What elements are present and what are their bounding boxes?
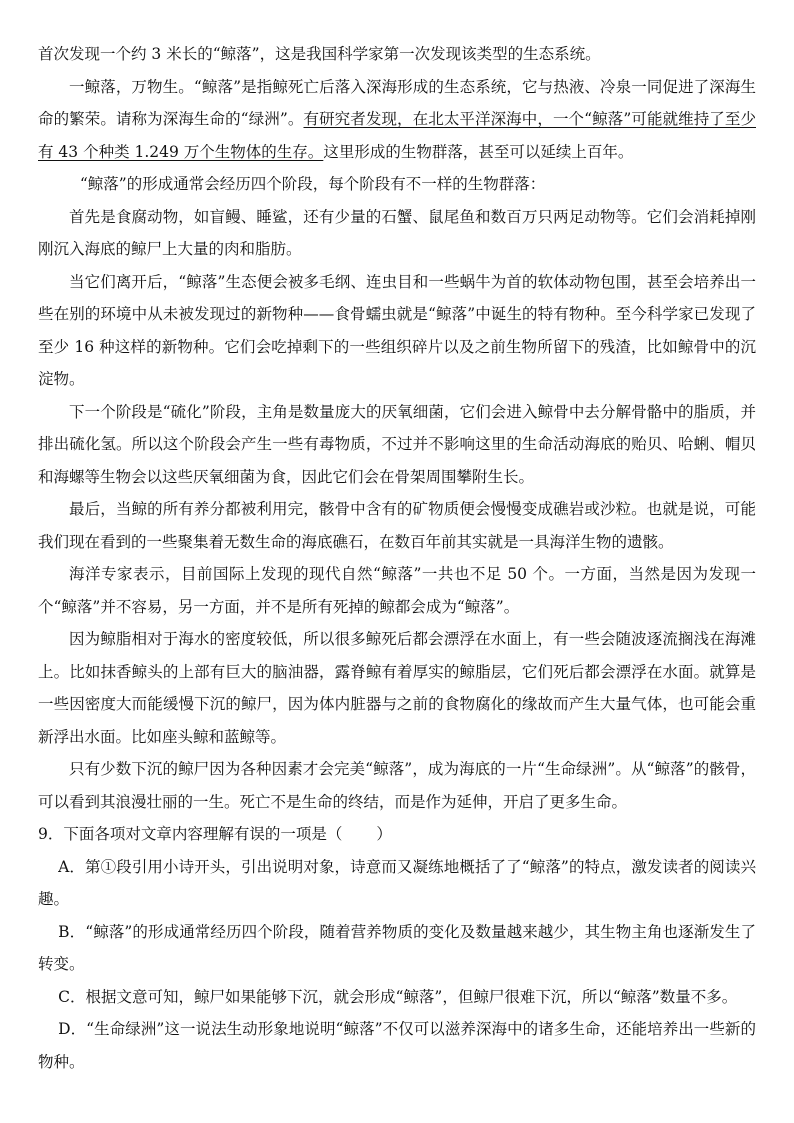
paragraph-5: 下一个阶段是“硫化”阶段，主角是数量庞大的厌氧细菌，它们会进入鲸骨中去分解骨骼中的脂质，并排出硫化氢。所以这个阶段会产生一些有毒物质，不过并不影响这里的生命活动海底的贻贝、哈蜊、帽贝和海螺等生物会以这些厌氧细菌为食，因此它们会在骨架周围攀附生长。: [38, 402, 756, 486]
paragraph-4: 当它们离开后，“鲸落”生态便会被多毛纲、连虫目和一些蜗牛为首的软体动物包围，甚至会培养出一些在别的环境中从未被发现过的新物种——食骨蠕虫就是“鲸落”中诞生的特有物种。至今科学家已发现了至少 16 种这样的新物种。它们会吃掉剩下的一些组织碎片以及之前生物所留下的残渣，比如鲸骨中的沉淀物。: [38, 272, 756, 388]
paragraph-7: 海洋专家表示，目前国际上发现的现代自然“鲸落”一共也不足 50 个。一方面，当然是因为发现一个“鲸落”并不容易，另一方面，并不是所有死掉的鲸都会成为“鲸落”。: [38, 565, 756, 616]
option-b: B．“鲸落”的形成通常经历四个阶段，随着营养物质的变化及数量越来越少，其生物主角也逐渐发生了转变。: [38, 922, 756, 973]
paragraph-1-text-a: 一鲸落，万物生。“鲸落”是指鲸死亡后落入深海形成的生态系统，它与热液、冷泉一同促进了深海生命的繁荣。请称为深海生命的“绿洲”。: [38, 77, 756, 128]
option-c: C．根据文意可知，鲸尸如果能够下沉，就会形成“鲸落”，但鲸尸很难下沉，所以“鲸落”数量不多。: [58, 987, 738, 1006]
paragraph-2: “鲸落”的形成通常会经历四个阶段，每个阶段有不一样的生物群落：: [79, 175, 546, 193]
option-a: A．第①段引用小诗开头，引出说明对象，诗意而又凝练地概括了了“鲸落”的特点，激发读者的阅读兴趣。: [38, 857, 756, 908]
option-d: D．“生命绿洲”这一说法生动形象地说明“鲸落”不仅可以滋养深海中的诸多生命，还能培养出一些新的物种。: [38, 1020, 756, 1071]
paragraph-0: 首次发现一个约 3 米长的“鲸落”，这是我国科学家第一次发现该类型的生态系统。: [38, 45, 601, 63]
question-stem-text: 9．下面各项对文章内容理解有误的一项是（: [38, 825, 343, 843]
paragraph-1-text-b: 这里形成的生物群落，甚至可以延续上百年。: [323, 142, 634, 161]
underlined-sentence: 有研究者发现，在北太平洋深海中，一个“鲸落”可能就维持了至少有 43 个种类 1.249 万个生物体的生存。: [38, 110, 756, 161]
question-stem-close: ）: [376, 825, 392, 843]
paragraph-9: 只有少数下沉的鲸尸因为各种因素才会完美“鲸落”，成为海底的一片“生命绿洲”。从“鲸落”的骸骨，可以看到其浪漫壮丽的一生。死亡不是生命的终结，而是作为延伸，开启了更多生命。: [38, 760, 756, 811]
paragraph-1: [38, 71, 756, 169]
question-stem: [38, 818, 756, 851]
paragraph-6: 最后，当鲸的所有养分都被利用完，骸骨中含有的矿物质便会慢慢变成礁岩或沙粒。也就是说，可能我们现在看到的一些聚集着无数生命的海底礁石，在数百年前其实就是一具海洋生物的遗骸。: [38, 500, 756, 551]
paragraph-8: 因为鲸脂相对于海水的密度较低，所以很多鲸死后都会漂浮在水面上，有一些会随波逐流搁浅在海滩上。比如抹香鲸头的上部有巨大的脑油器，露脊鲸有着厚实的鲸脂层，它们死后都会漂浮在水面。就算是一些因密度大而能缓慢下沉的鲸尸，因为体内脏器与之前的食物腐化的缘故而产生大量气体，也可能会重新浮出水面。比如座头鲸和蓝鲸等。: [38, 630, 756, 746]
paragraph-3: 首先是食腐动物，如盲鳗、睡鲨，还有少量的石蟹、鼠尾鱼和数百万只两足动物等。它们会消耗掉刚刚沉入海底的鲸尸上大量的肉和脂肪。: [38, 207, 756, 258]
